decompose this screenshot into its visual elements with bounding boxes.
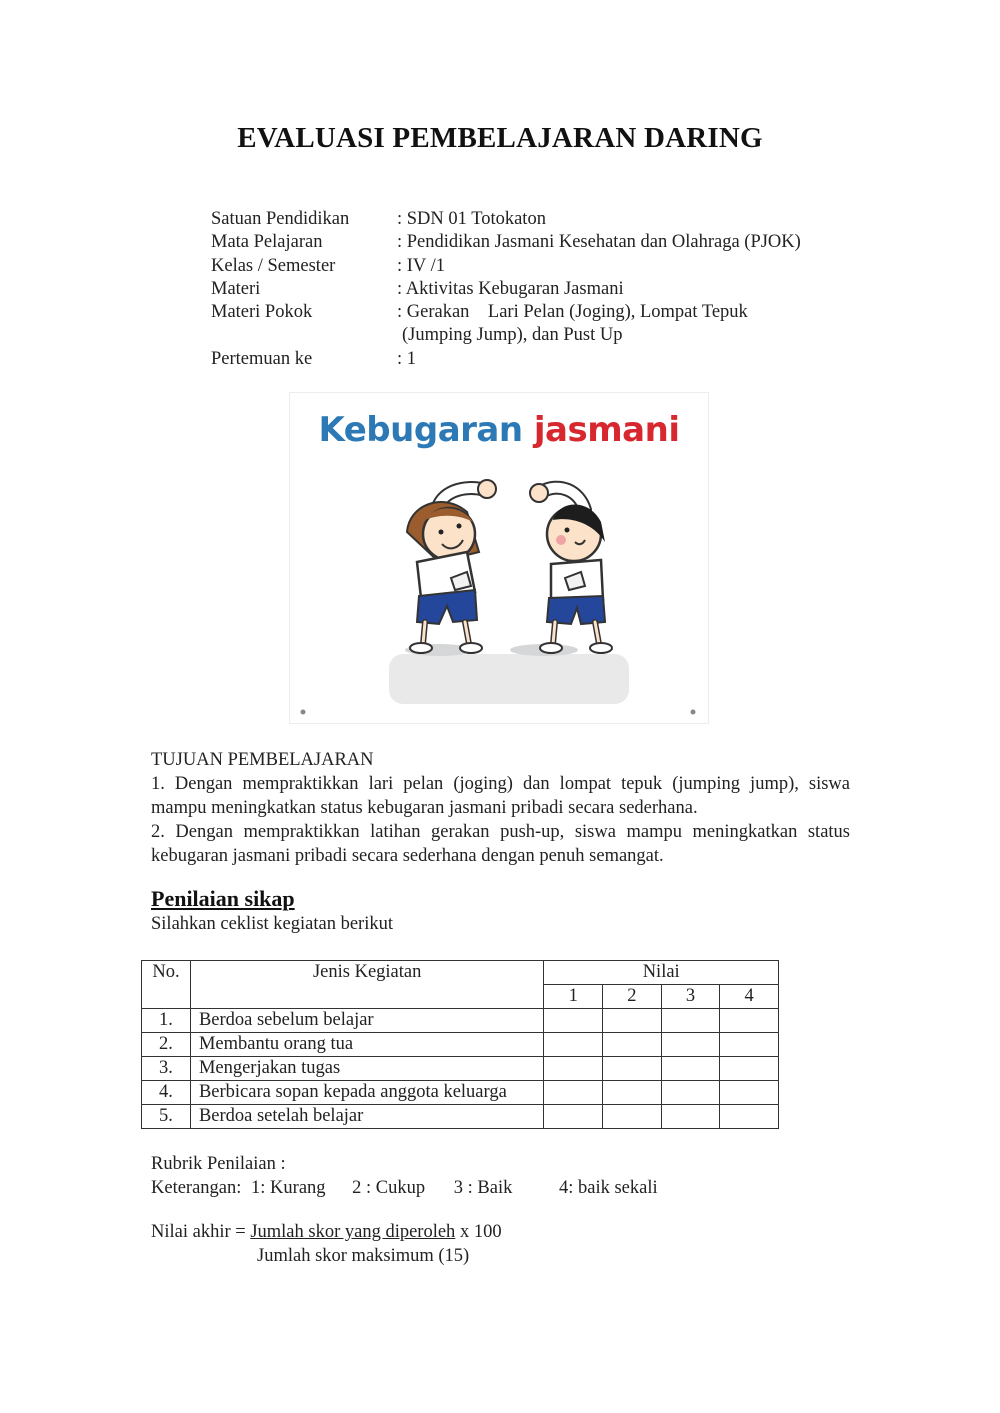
score-cell[interactable] <box>603 1033 662 1057</box>
header-kegiatan: Jenis Kegiatan <box>190 961 543 1009</box>
score-cell[interactable] <box>720 1033 779 1057</box>
row-kegiatan: Berbicara sopan kepada anggota keluarga <box>190 1081 543 1105</box>
floor-shadow <box>389 654 629 704</box>
hero-image <box>289 392 709 724</box>
header-score: 4 <box>720 985 779 1009</box>
legend-item: 2 : Cukup <box>352 1178 426 1198</box>
meta-value: : IV /1 <box>397 255 445 276</box>
row-no: 1. <box>142 1009 191 1033</box>
learning-objectives <box>151 748 850 868</box>
meta-row <box>211 231 857 254</box>
meta-value: : Aktivitas Kebugaran Jasmani <box>397 278 624 299</box>
score-cell[interactable] <box>544 1057 603 1081</box>
formula-denominator: Jumlah skor maksimum (15) <box>257 1246 470 1266</box>
boy-figure <box>530 484 612 653</box>
score-cell[interactable] <box>544 1033 603 1057</box>
score-cell[interactable] <box>720 1081 779 1105</box>
final-score-formula <box>151 1220 502 1268</box>
row-no: 3. <box>142 1057 191 1081</box>
rubric-heading: Rubrik Penilaian : <box>151 1154 286 1174</box>
meta-row <box>211 208 857 231</box>
meta-label: Satuan Pendidikan <box>211 209 350 229</box>
page-title: EVALUASI PEMBELAJARAN DARING <box>237 122 763 154</box>
score-cell[interactable] <box>720 1057 779 1081</box>
meta-row <box>211 348 857 371</box>
objectives-heading: TUJUAN PEMBELAJARAN <box>151 750 374 770</box>
header-nilai: Nilai <box>544 961 779 985</box>
hero-word-2: jasmani <box>533 410 680 450</box>
slide-dot-left <box>301 710 306 715</box>
table-row <box>142 1081 779 1105</box>
meta-row <box>211 255 857 278</box>
score-cell[interactable] <box>661 1057 720 1081</box>
legend-item: 3 : Baik <box>453 1178 513 1198</box>
row-kegiatan: Berdoa sebelum belajar <box>190 1009 543 1033</box>
table-row <box>142 1009 779 1033</box>
legend-label: Keterangan: <box>151 1178 242 1198</box>
meta-label: Mata Pelajaran <box>211 232 323 253</box>
meta-label: Materi Pokok <box>211 302 313 323</box>
meta-label: Kelas / Semester <box>211 255 336 276</box>
score-cell[interactable] <box>603 1105 662 1129</box>
girl-figure <box>407 480 496 653</box>
header-score: 2 <box>603 985 662 1009</box>
meta-value: : Gerakan Lari Pelan (Joging), Lompat Tepuk <box>397 302 748 323</box>
row-kegiatan: Membantu orang tua <box>190 1033 543 1057</box>
score-cell[interactable] <box>603 1081 662 1105</box>
score-cell[interactable] <box>603 1057 662 1081</box>
objective-item: 1. Dengan mempraktikkan lari pelan (joging) dan lompat tepuk (jumping jump), siswa mampu meningkatkan status kebugaran jasmani pribadi secara sederhana. <box>151 774 850 818</box>
attitude-checklist-table <box>141 960 779 1129</box>
table-row <box>142 1105 779 1129</box>
legend-item: 1: Kurang <box>251 1178 326 1198</box>
meta-value-continuation: (Jumping Jump), dan Pust Up <box>402 325 623 346</box>
score-cell[interactable] <box>661 1081 720 1105</box>
header-no: No. <box>142 961 191 1009</box>
row-no: 4. <box>142 1081 191 1105</box>
hero-title <box>289 410 709 450</box>
score-cell[interactable] <box>544 1081 603 1105</box>
score-cell[interactable] <box>720 1105 779 1129</box>
score-cell[interactable] <box>544 1009 603 1033</box>
formula-numerator: Jumlah skor yang diperoleh <box>250 1222 456 1242</box>
header-score: 1 <box>544 985 603 1009</box>
score-cell[interactable] <box>720 1009 779 1033</box>
table-row <box>142 1057 779 1081</box>
table-row <box>142 1033 779 1057</box>
formula-label: Nilai akhir = <box>151 1222 246 1242</box>
header-score: 3 <box>661 985 720 1009</box>
meta-label: Materi <box>211 278 261 299</box>
row-kegiatan: Mengerjakan tugas <box>190 1057 543 1081</box>
rubric-legend <box>151 1176 658 1200</box>
formula-multiplier: x 100 <box>459 1222 502 1242</box>
row-no: 2. <box>142 1033 191 1057</box>
rubric-block <box>151 1152 658 1200</box>
section-title: Penilaian sikap <box>151 886 295 911</box>
score-cell[interactable] <box>661 1009 720 1033</box>
meta-row <box>211 278 857 301</box>
legend-item: 4: baik sekali <box>558 1178 658 1198</box>
row-no: 5. <box>142 1105 191 1129</box>
meta-value: : Pendidikan Jasmani Kesehatan dan Olahraga (PJOK) <box>397 232 801 253</box>
score-cell[interactable] <box>603 1009 662 1033</box>
meta-value: : 1 <box>397 348 417 369</box>
meta-value: : SDN 01 Totokaton <box>397 209 546 229</box>
meta-label: Pertemuan ke <box>211 348 313 369</box>
table-header-row <box>142 961 779 985</box>
identity-block <box>211 208 857 371</box>
row-kegiatan: Berdoa setelah belajar <box>190 1105 543 1129</box>
section-instruction: Silahkan ceklist kegiatan berikut <box>151 914 393 934</box>
score-cell[interactable] <box>661 1105 720 1129</box>
hero-word-1: Kebugaran <box>318 410 523 450</box>
slide-dot-right <box>691 710 696 715</box>
meta-row <box>211 301 857 324</box>
objective-item: 2. Dengan mempraktikkan latihan gerakan push-up, siswa mampu meningkatkan status kebugaran jasmani pribadi secara sederhana dengan penuh semangat. <box>151 822 850 866</box>
score-cell[interactable] <box>661 1033 720 1057</box>
score-cell[interactable] <box>544 1105 603 1129</box>
